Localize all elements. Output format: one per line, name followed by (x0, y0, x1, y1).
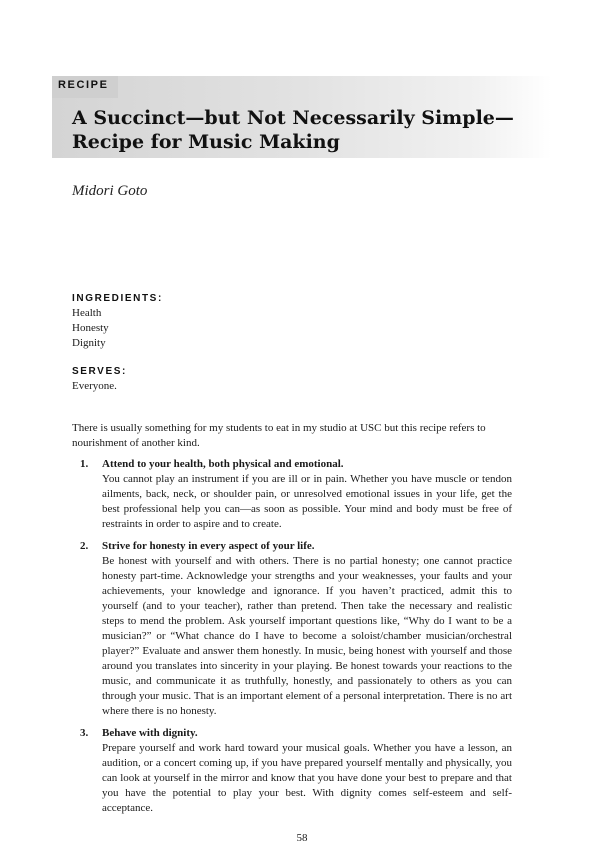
page-number: 58 (296, 832, 308, 844)
author-name: Midori Goto (72, 183, 148, 199)
step-body: Prepare yourself and work hard toward your musical goals. Whether you have a lesson, an audition, or a concert coming up, if you have prepared yourself mentally and physically, you can look at yourself in the mirror and know that you have done your best to prepare and that you have the potential to play your best. With dignity comes self-esteem and self-acceptance. (102, 742, 512, 814)
serves-block (72, 365, 127, 394)
step-body: You cannot play an instrument if you are ill or in pain. Whether you have muscle or tendon ailments, back, neck, or shoulder pain, or unresolved emotional issues in your life, get the best professional help you can—as soon as possible. Your mind and body must be free of restraints in order to aspire and to create. (102, 473, 512, 530)
serves-value: Everyone. (72, 380, 117, 392)
ingredients-block (72, 292, 163, 351)
step-item (80, 539, 512, 719)
ingredients-heading: INGREDIENTS: (72, 293, 163, 304)
step-title: Strive for honesty in every aspect of your life. (102, 540, 315, 552)
intro-paragraph: There is usually something for my students to eat in my studio at USC but this recipe refers to nourishment of another kind. (72, 422, 486, 449)
step-number: 2. (80, 540, 89, 552)
step-item (80, 726, 512, 816)
serves-heading: SERVES: (72, 366, 127, 377)
step-number: 1. (80, 458, 89, 470)
step-body: Be honest with yourself and with others. There is no partial honesty; one cannot practice honesty part-time. Acknowledge your strengths and your weaknesses, your faults and your achievements, your knowledge and ignorance. If you haven’t practiced, admit this to yourself (and to your teacher), rather than pretend. Then take the necessary and realistic steps to mend the problem. Ask yourself important questions like, “Why do I want to be a musician?” or “What chance do I have to become a soloist/chamber musician/orchestral player?” Evaluate and answer them honestly. In music, being honest with yourself and those around you translates into sincerity in your playing. Be honest towards your reactions to the music, and communicate it as truthfully, honestly, and passionately to others as you can through your music. That is an important element of a personal interpretation. There is no art where there is no honesty. (102, 555, 512, 717)
step-number: 3. (80, 727, 89, 739)
section-label: RECIPE (58, 79, 109, 91)
step-item (80, 457, 512, 532)
ingredient-item: Health (72, 307, 102, 319)
page-title: A Succinct—but Not Necessarily Simple—Recipe for Music Making (72, 107, 514, 153)
steps-list (80, 457, 512, 823)
step-title: Behave with dignity. (102, 727, 198, 739)
step-title: Attend to your health, both physical and emotional. (102, 458, 344, 470)
ingredient-item: Honesty (72, 322, 109, 334)
ingredient-item: Dignity (72, 337, 106, 349)
